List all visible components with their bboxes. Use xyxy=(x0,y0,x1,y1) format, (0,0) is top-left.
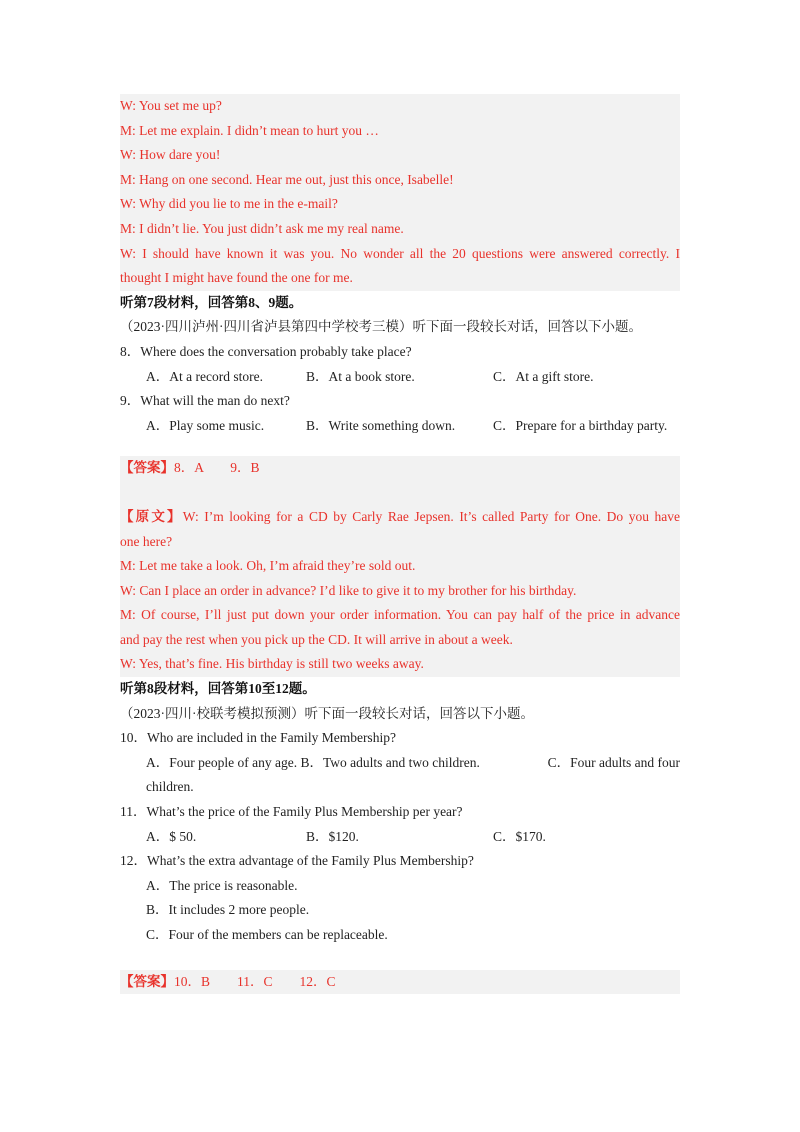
transcript-line: M: Hang on one second. Hear me out, just this once, Isabelle! xyxy=(120,171,454,187)
option-a: A．The price is reasonable. xyxy=(146,877,298,893)
option-a: A．Play some music. xyxy=(146,417,265,433)
transcript-line: M: Of course, I’ll just put down your order information. You can pay half of the price in advance xyxy=(120,607,680,623)
option-a: A．At a record store. xyxy=(146,368,263,384)
transcript-line: W: How dare you! xyxy=(120,147,221,163)
transcript-line: M: Let me explain. I didn’t mean to hurt you … xyxy=(120,122,379,138)
transcript-line: and pay the rest when you pick up the CD. It will arrive in about a week. xyxy=(120,631,513,647)
transcript-line xyxy=(120,505,680,530)
question-11-options xyxy=(120,825,680,850)
transcript-line: W: I should have known it was you. No wonder all the 20 questions were answered correctly. I xyxy=(120,245,680,261)
option-c: C．Prepare for a birthday party. xyxy=(493,417,668,433)
answer-text: 10．B 11．C 12．C xyxy=(174,973,336,989)
question-10-options xyxy=(120,751,680,776)
transcript-line: one here? xyxy=(120,533,173,549)
question-12: 12．What’s the extra advantage of the Family Plus Membership? xyxy=(120,853,474,869)
transcript-line: W: You set me up? xyxy=(120,98,222,113)
option-b: B．$120. xyxy=(306,828,359,844)
transcript-line: thought I might have found the one for me. xyxy=(120,270,353,286)
option-b: B．At a book store. xyxy=(306,368,415,384)
transcript-block-6 xyxy=(120,94,680,291)
option-c-continued: children. xyxy=(146,779,194,795)
option-a-b: A．Four people of any age. B．Two adults and two children. xyxy=(146,754,480,770)
option-c: C．Four adults and four xyxy=(547,754,680,770)
option-a: A．$ 50. xyxy=(146,828,197,844)
section-source-7: （2023·四川泸州·四川省泸县第四中学校考三模）听下面一段较长对话，回答以下小题。 xyxy=(120,319,642,335)
answer-block-8 xyxy=(120,970,680,995)
question-9-options xyxy=(120,414,680,439)
section-heading-8: 听第8段材料，回答第10至12题。 xyxy=(120,681,316,697)
question-8: 8．Where does the conversation probably take place? xyxy=(120,343,412,359)
section-heading-7: 听第7段材料，回答第8、9题。 xyxy=(120,294,303,310)
section-source-8: （2023·四川·校联考模拟预测）听下面一段较长对话，回答以下小题。 xyxy=(120,705,534,721)
option-c: C．Four of the members can be replaceable. xyxy=(146,927,388,942)
answer-text: 8．A 9．B xyxy=(174,460,260,476)
question-8-options xyxy=(120,365,680,390)
document-page xyxy=(120,94,680,994)
transcript-line: M: Let me take a look. Oh, I’m afraid they’re sold out. xyxy=(120,558,416,574)
transcript-line: M: I didn’t lie. You just didn’t ask me my real name. xyxy=(120,220,404,236)
answer-label: 【答案】 xyxy=(120,973,174,989)
transcript-line: W: Why did you lie to me in the e-mail? xyxy=(120,196,338,212)
question-10: 10．Who are included in the Family Membership? xyxy=(120,730,396,746)
answer-label: 【答案】 xyxy=(120,460,174,476)
option-b: B．Write something down. xyxy=(306,417,456,433)
question-9: 9．What will the man do next? xyxy=(120,393,290,409)
answer-line xyxy=(120,970,680,995)
option-c: C．At a gift store. xyxy=(493,368,594,384)
option-c: C．$170. xyxy=(493,828,546,844)
answer-line xyxy=(120,456,680,481)
transcript-text: W: I’m looking for a CD by Carly Rae Jepsen. It’s called Party for One. Do you have xyxy=(182,508,681,524)
question-11: 11．What’s the price of the Family Plus Membership per year? xyxy=(120,804,463,820)
transcript-line: W: Yes, that’s fine. His birthday is still two weeks away. xyxy=(120,656,424,672)
answer-block-7 xyxy=(120,456,680,677)
transcript-line: W: Can I place an order in advance? I’d like to give it to my brother for his birthday. xyxy=(120,582,577,598)
transcript-label: 【原文】 xyxy=(120,508,183,524)
option-b: B．It includes 2 more people. xyxy=(146,902,310,918)
